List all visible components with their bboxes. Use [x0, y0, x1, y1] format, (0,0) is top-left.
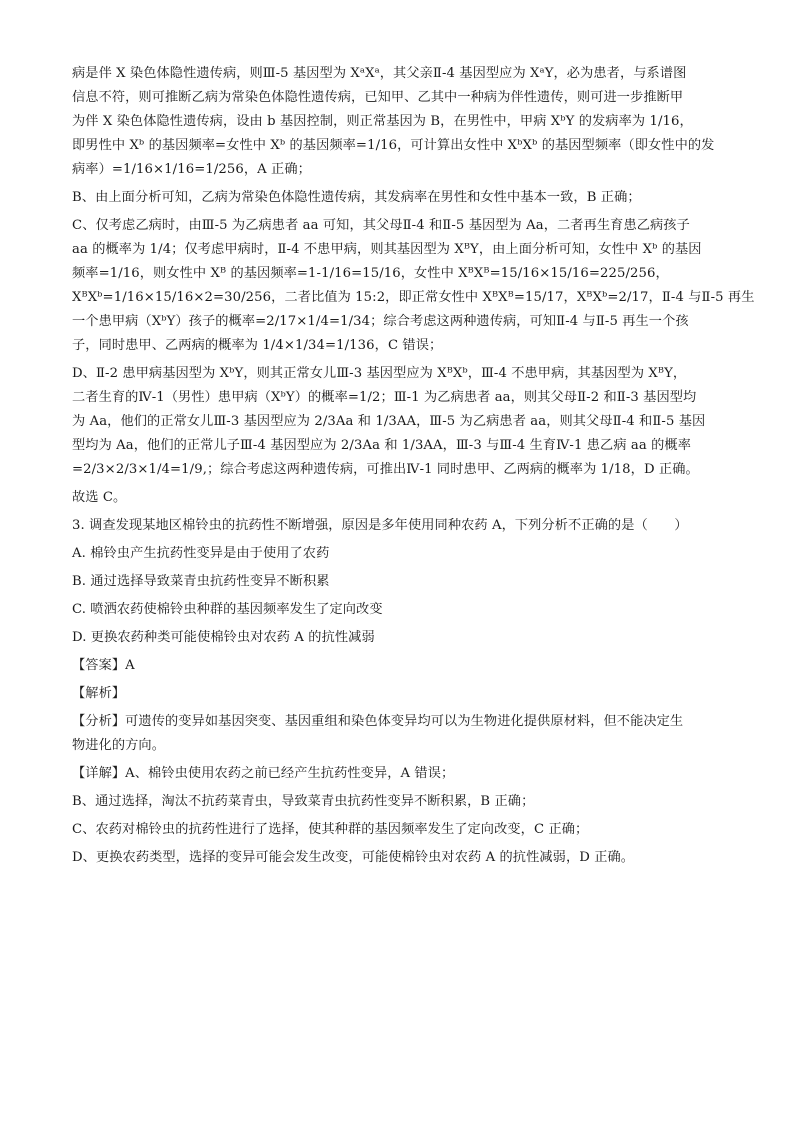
text-line: 故选 C。	[72, 490, 127, 505]
document-body	[72, 62, 755, 874]
text-line: B、通过选择，淘汰不抗药菜青虫，导致菜青虫抗药性变异不断积累，B 正确；	[72, 794, 535, 809]
text-line: C、农药对棉铃虫的抗药性进行了选择，使其种群的基因频率发生了定向改变，C 正确；	[72, 822, 589, 837]
paragraph	[72, 710, 727, 758]
paragraph	[72, 214, 755, 358]
paragraph	[72, 598, 727, 622]
text-line: 二者生育的Ⅳ-1（男性）患甲病（XᵇY）的概率=1/2；Ⅲ-1 为乙病患者 aa，则其父母Ⅱ-2 和Ⅱ-3 基因型均	[72, 390, 697, 405]
text-line: 【分析】可遗传的变异如基因突变、基因重组和染色体变异均可以为生物进化提供原材料，但不能决定生	[72, 714, 684, 729]
paragraph	[72, 62, 727, 182]
paragraph	[72, 762, 727, 786]
text-line: D、Ⅱ-2 患甲病基因型为 XᵇY，则其正常女儿Ⅲ-3 基因型应为 XᴮXᵇ，Ⅲ-4 不患甲病，其基因型为 XᴮY，	[72, 366, 687, 381]
text-line: 为伴 X 染色体隐性遗传病，设由 b 基因控制，则正常基因为 B，在男性中，甲病 XᵇY 的发病率为 1/16，	[72, 114, 693, 129]
text-line: 子，同时患甲、乙两病的概率为 1/4×1/34=1/136，C 错误；	[72, 338, 443, 353]
text-line: 即男性中 Xᵇ 的基因频率=女性中 Xᵇ 的基因频率=1/16，可计算出女性中 XᵇXᵇ 的基因型频率（即女性中的发	[72, 138, 715, 153]
paragraph	[72, 654, 727, 678]
text-line: 为 Aa，他们的正常女儿Ⅲ-3 基因型应为 2/3Aa 和 1/3AA，Ⅲ-5 为乙病患者 aa，则其父母Ⅱ-4 和Ⅱ-5 基因	[72, 414, 706, 429]
text-line: D、更换农药类型，选择的变异可能会发生改变，可能使棉铃虫对农药 A 的抗性减弱，D 正确。	[72, 850, 635, 865]
text-line: 【详解】A、棉铃虫使用农药之前已经产生抗药性变异，A 错误；	[72, 766, 455, 781]
paragraph	[72, 362, 727, 482]
text-line: 一个患甲病（XᵇY）孩子的概率=2/17×1/4=1/34；综合考虑这两种遗传病，可知Ⅱ-4 与Ⅱ-5 再生一个孩	[72, 314, 689, 329]
text-line: 频率=1/16，则女性中 Xᴮ 的基因频率=1-1/16=15/16，女性中 XᴮXᴮ=15/16×15/16=225/256，	[72, 266, 669, 281]
text-line: =2/3×2/3×1/4=1/9,；综合考虑这两种遗传病，可推出Ⅳ-1 同时患甲、乙两病的概率为 1/18，D 正确。	[72, 462, 699, 477]
text-line: 3. 调查发现某地区棉铃虫的抗药性不断增强，原因是多年使用同种农药 A，下列分析不正确的是（ ）	[72, 518, 688, 533]
text-line: 病率）=1/16×1/16=1/256，A 正确；	[72, 162, 311, 177]
text-line: XᴮXᵇ=1/16×15/16×2=30/256，二者比值为 15:2，即正常女性中 XᴮXᴮ=15/17，XᴮXᵇ=2/17，Ⅱ-4 与Ⅱ-5 再生	[72, 290, 755, 305]
text-line: D. 更换农药种类可能使棉铃虫对农药 A 的抗性减弱	[72, 630, 375, 645]
paragraph	[72, 682, 727, 706]
paragraph	[72, 790, 727, 814]
text-line: B. 通过选择导致菜青虫抗药性变异不断积累	[72, 574, 330, 589]
paragraph	[72, 514, 727, 538]
text-line: A. 棉铃虫产生抗药性变异是由于使用了农药	[72, 546, 330, 561]
paragraph	[72, 846, 727, 870]
paragraph	[72, 542, 727, 566]
paragraph	[72, 626, 727, 650]
paragraph	[72, 818, 727, 842]
paragraph	[72, 486, 727, 510]
paragraph	[72, 570, 727, 594]
text-line: C、仅考虑乙病时，由Ⅲ-5 为乙病患者 aa 可知，其父母Ⅱ-4 和Ⅱ-5 基因型为 Aa，二者再生育患乙病孩子	[72, 218, 690, 233]
text-line: 信息不符，则可推断乙病为常染色体隐性遗传病，已知甲、乙其中一种病为伴性遗传，则可进一步推断甲	[72, 90, 684, 105]
text-line: 【解析】	[72, 686, 126, 701]
text-line: B、由上面分析可知，乙病为常染色体隐性遗传病，其发病率在男性和女性中基本一致，B 正确；	[72, 190, 641, 205]
text-line: 型均为 Aa，他们的正常儿子Ⅲ-4 基因型应为 2/3Aa 和 1/3AA，Ⅲ-3 与Ⅲ-4 生育Ⅳ-1 患乙病 aa 的概率	[72, 438, 691, 453]
paragraph-gap	[72, 870, 727, 874]
text-line: 病是伴 X 染色体隐性遗传病，则Ⅲ-5 基因型为 XᵃXᵃ，其父亲Ⅱ-4 基因型应为 XᵃY，必为患者，与系谱图	[72, 66, 687, 81]
text-line: C. 喷洒农药使棉铃虫种群的基因频率发生了定向改变	[72, 602, 383, 617]
text-line: aa 的概率为 1/4；仅考虑甲病时，Ⅱ-4 不患甲病，则其基因型为 XᴮY，由上面分析可知，女性中 Xᵇ 的基因	[72, 242, 702, 257]
paragraph	[72, 186, 727, 210]
text-line: 物进化的方向。	[72, 738, 166, 753]
text-line: 【答案】A	[72, 658, 135, 673]
